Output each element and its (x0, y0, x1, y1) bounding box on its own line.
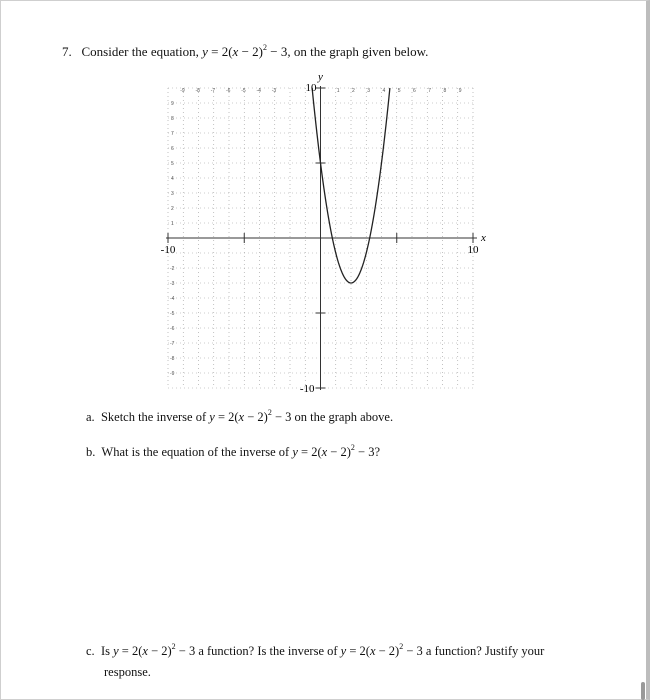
x-axis-label: x (481, 232, 486, 244)
y-max-label: 10 (305, 82, 317, 94)
x-min-label: -10 (160, 244, 176, 256)
x-tick-label: 7 (428, 88, 432, 94)
part-b-text: What is the equation of the inverse of (101, 445, 290, 459)
x-tick-label: 2 (352, 88, 355, 94)
part-a-text: Sketch the inverse of (100, 410, 207, 424)
part-a-label: a. (86, 410, 95, 424)
x-tick-label: -4 (256, 88, 261, 94)
x-tick-label: 9 (458, 88, 462, 94)
part-a-equation: $y = 2(x - 2)^2 - 3$ (209, 408, 292, 424)
question-7 (62, 44, 428, 60)
y-tick-label: 9 (171, 101, 174, 107)
parabola-curve (312, 88, 390, 283)
part-c-equation-2: $y = 2(x - 2)^2 - 3$ (340, 642, 423, 658)
y-tick-label: 4 (171, 176, 174, 182)
question-suffix: , on the graph given below. (287, 44, 429, 59)
part-c-line2: response. (104, 665, 151, 679)
part-b-label: b. (86, 445, 96, 459)
part-a-post: on the graph above. (294, 410, 394, 424)
y-tick-label: 7 (171, 131, 174, 137)
y-tick-label: -4 (170, 296, 175, 302)
y-tick-label: 5 (171, 161, 174, 167)
y-tick-label: -9 (170, 371, 175, 377)
question-intro: Consider the equation, (81, 44, 199, 59)
x-tick-label: 6 (413, 88, 416, 94)
part-c-pre: Is (100, 644, 110, 658)
y-tick-label: 3 (171, 191, 174, 197)
part-c-equation-1: $y = 2(x - 2)^2 - 3$ (113, 642, 196, 658)
part-c-post: a function? Justify your (425, 644, 545, 658)
y-tick-label: 8 (171, 116, 174, 122)
question-number: 7. (62, 44, 72, 59)
x-tick-label: -8 (195, 88, 200, 94)
x-tick-label: 1 (336, 88, 340, 94)
coordinate-graph[interactable] (155, 70, 485, 395)
x-tick-label: -3 (271, 88, 277, 94)
x-tick-label: 5 (397, 88, 401, 94)
x-tick-label: 3 (367, 88, 371, 94)
y-tick-label: -8 (170, 356, 175, 362)
part-a (86, 409, 393, 425)
y-axis-label: y (318, 71, 323, 83)
part-c-mid: a function? Is the inverse of (198, 644, 338, 658)
x-tick-label: -6 (226, 88, 231, 94)
part-c-label: c. (86, 644, 95, 658)
part-b-post: ? (374, 445, 381, 459)
x-tick-label: -9 (180, 88, 185, 94)
scrollbar-thumb[interactable] (641, 682, 645, 700)
y-tick-label: 2 (171, 206, 174, 212)
axes (166, 86, 477, 390)
x-tick-label: -5 (241, 88, 246, 94)
x-tick-label: -7 (210, 88, 216, 94)
y-tick-label: -5 (170, 311, 175, 317)
y-tick-label: -3 (170, 281, 175, 287)
y-tick-label: -2 (170, 266, 175, 272)
y-min-label: -10 (299, 383, 315, 395)
x-tick-label: 4 (382, 88, 386, 94)
question-equation: $y = 2(x - 2)^2 - 3$ (202, 43, 288, 59)
x-tick-label: 8 (443, 88, 447, 94)
part-b (86, 444, 380, 460)
y-tick-label: 6 (171, 146, 174, 152)
y-tick-label: -6 (170, 326, 175, 332)
part-b-equation: $y = 2(x - 2)^2 - 3$ (292, 443, 375, 459)
y-tick-label: -7 (170, 341, 175, 347)
part-c (86, 643, 544, 659)
x-max-label: 10 (467, 244, 479, 256)
y-tick-label: 1 (171, 221, 174, 227)
